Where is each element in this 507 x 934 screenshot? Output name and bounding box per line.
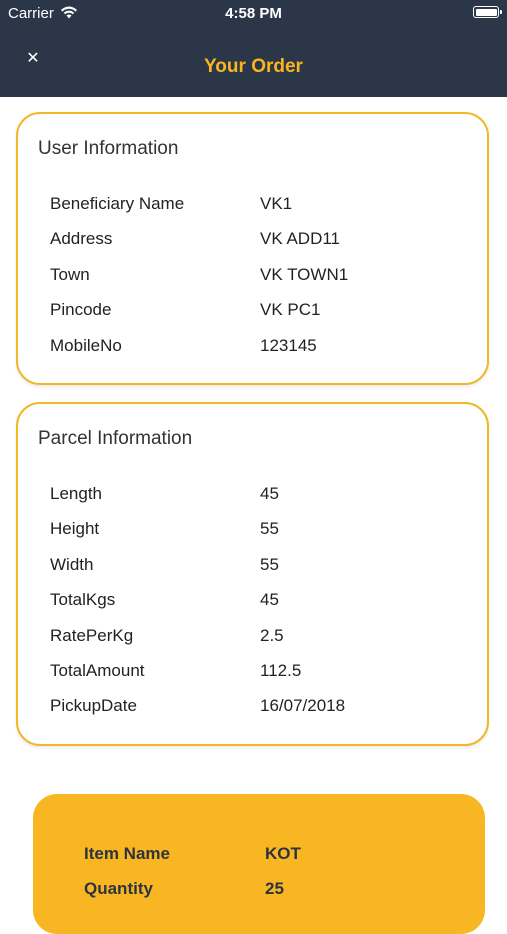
row-label: Beneficiary Name bbox=[50, 194, 185, 213]
close-icon[interactable]: ✕ bbox=[26, 50, 40, 67]
row-value: 123145 bbox=[260, 336, 317, 355]
row-label: Town bbox=[50, 265, 90, 284]
row-value: VK ADD11 bbox=[260, 229, 341, 248]
row-value: VK TOWN1 bbox=[260, 265, 349, 284]
row-value: 45 bbox=[260, 484, 279, 503]
row-value: 16/07/2018 bbox=[260, 696, 346, 715]
row-label: Quantity bbox=[84, 879, 153, 898]
row-label: Height bbox=[50, 519, 100, 538]
row-label: PickupDate bbox=[50, 696, 137, 715]
navigation-bar bbox=[0, 28, 507, 97]
row-value: VK PC1 bbox=[260, 300, 321, 319]
item-card bbox=[33, 794, 485, 934]
parcel-information-title: Parcel Information bbox=[38, 428, 193, 449]
battery-icon bbox=[473, 6, 499, 18]
row-value: 112.5 bbox=[260, 661, 302, 680]
row-value: 2.5 bbox=[260, 626, 284, 645]
row-label: RatePerKg bbox=[50, 626, 134, 645]
row-label: Width bbox=[50, 555, 94, 574]
item-row bbox=[84, 879, 284, 899]
row-label: Item Name bbox=[84, 844, 170, 863]
row-label: TotalKgs bbox=[50, 590, 116, 609]
row-value: 55 bbox=[260, 519, 279, 538]
row-label: TotalAmount bbox=[50, 661, 145, 680]
row-label: MobileNo bbox=[50, 336, 122, 355]
row-label: Address bbox=[50, 229, 113, 248]
row-value: VK1 bbox=[260, 194, 293, 213]
status-bar bbox=[0, 0, 507, 28]
row-value: 25 bbox=[265, 879, 284, 898]
row-value: KOT bbox=[265, 844, 301, 863]
row-value: 45 bbox=[260, 590, 279, 609]
row-value: 55 bbox=[260, 555, 279, 574]
parcel-information-card bbox=[16, 402, 489, 746]
row-label: Length bbox=[50, 484, 102, 503]
row-label: Pincode bbox=[50, 300, 112, 319]
user-information-card bbox=[16, 112, 489, 385]
user-information-title: User Information bbox=[38, 138, 179, 159]
page-title: Your Order bbox=[204, 56, 303, 77]
clock: 4:58 PM bbox=[225, 5, 282, 22]
item-row bbox=[84, 844, 301, 864]
carrier-label: Carrier bbox=[8, 5, 54, 22]
